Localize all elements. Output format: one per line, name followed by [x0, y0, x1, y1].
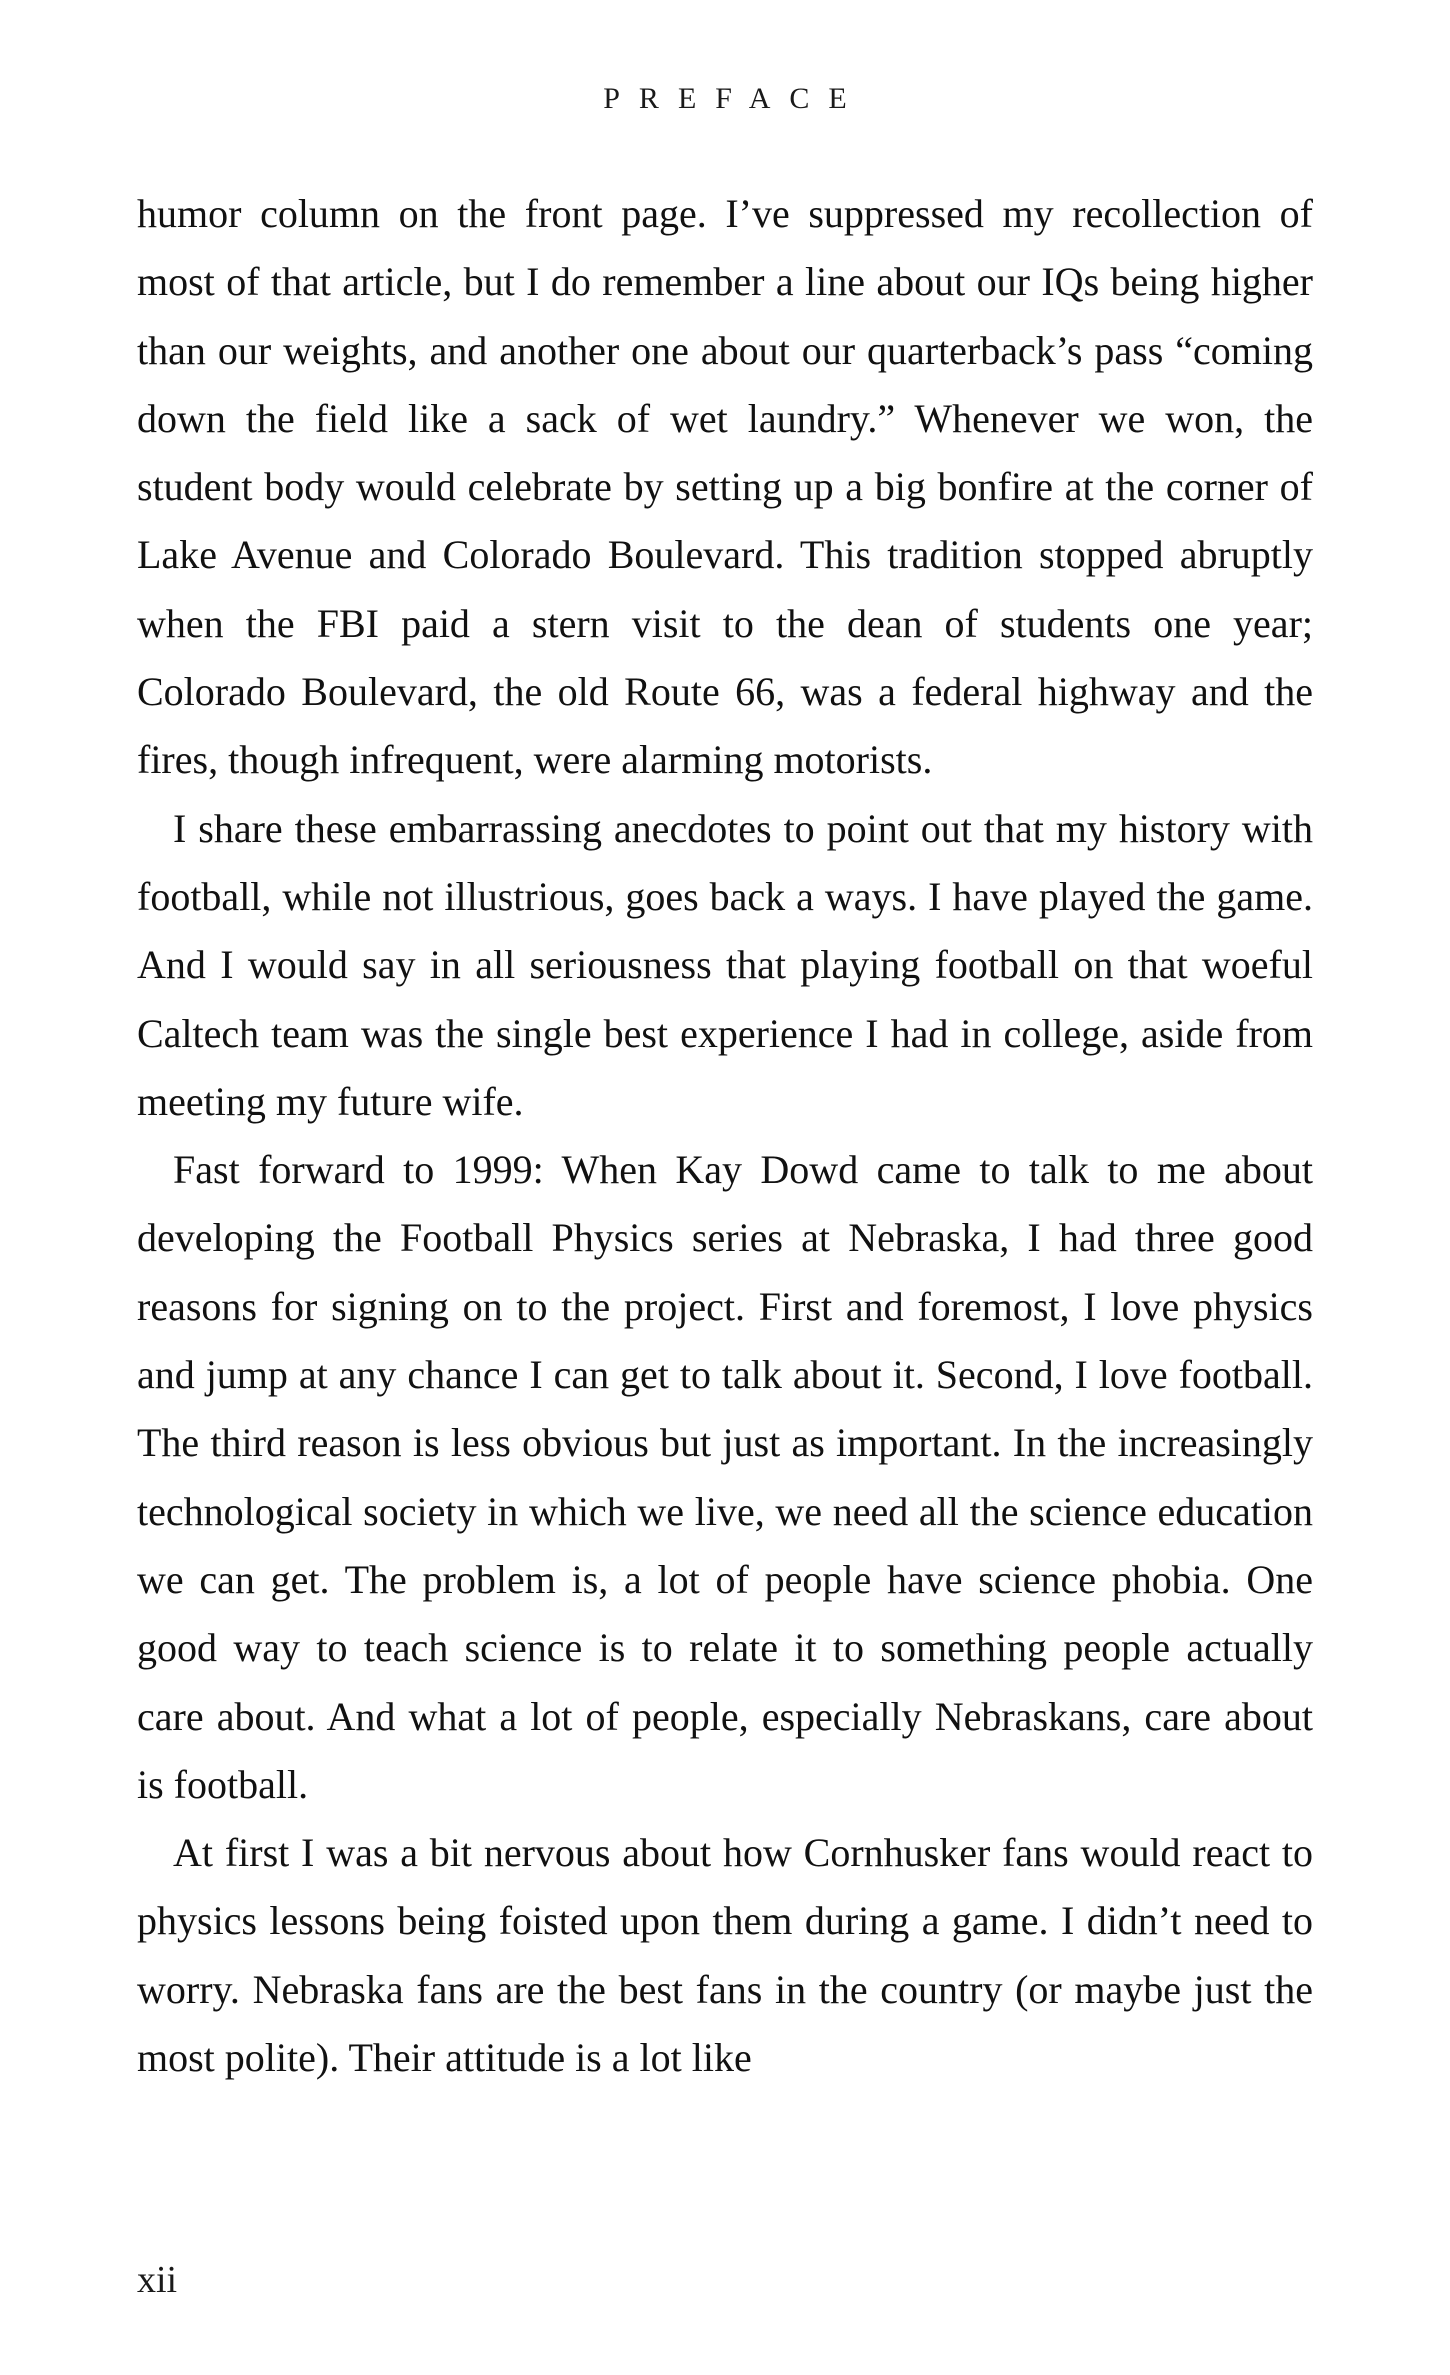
body-text: [137, 180, 1313, 2092]
paragraph-continued: humor column on the front page. I’ve suppressed my recollection of most of that article, but I do remember a line about our IQs being higher than our weights, and another one about our quarterback’s pass “coming down the field like a sack of wet laundry.” Whenever we won, the student body would celebrate by setting up a big bonfire at the corner of Lake Avenue and Colorado Boulevard. This tradition stopped abruptly when the FBI paid a stern visit to the dean of students one year; Colorado Boulevard, the old Route 66, was a federal highway and the fires, though infrequent, were alarming motorists.: [137, 191, 1313, 783]
paragraph: At first I was a bit nervous about how Cornhusker fans would react to physics lessons being foisted upon them during a game. I didn’t need to worry. Nebraska fans are the best fans in the country (or maybe just the most polite). Their attitude is a lot like: [137, 1830, 1313, 2081]
page-number: xii: [137, 2259, 178, 2301]
paragraph: Fast forward to 1999: When Kay Dowd came to talk to me about developing the Football Physics series at Nebraska, I had three good reasons for signing on to the project. First and foremost, I love physics and jump at any chance I can get to talk about it. Second, I love football. The third reason is less obvious but just as important. In the increasingly technological society in which we live, we need all the science education we can get. The problem is, a lot of people have science phobia. One good way to teach science is to relate it to something people actually care about. And what a lot of people, especially Nebraskans, care about is football.: [137, 1147, 1313, 1807]
running-head: PREFACE: [603, 82, 866, 115]
paragraph: I share these embarrassing anecdotes to point out that my history with football, while not illustrious, goes back a ways. I have played the game. And I would say in all seriousness that playing football on that woeful Caltech team was the single best experience I had in college, aside from meeting my future wife.: [137, 805, 1313, 1124]
